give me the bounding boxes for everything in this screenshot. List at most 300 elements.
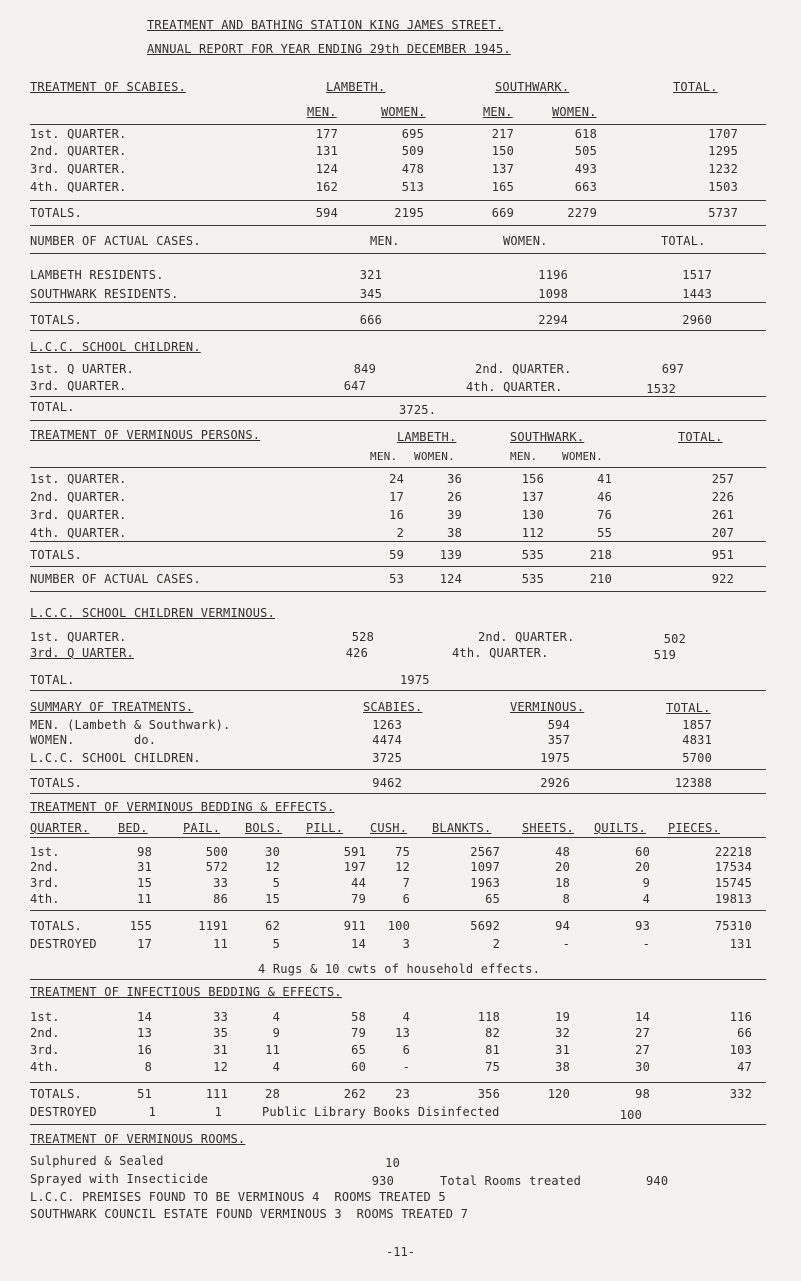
actual-row-cell: 321 bbox=[359, 268, 382, 282]
infectious-row-cell: 13 bbox=[395, 1026, 410, 1040]
infectious-row-cell: 4 bbox=[402, 1010, 410, 1024]
bedding-row-cell: 98 bbox=[137, 845, 152, 859]
infectious-totals-cell: 98 bbox=[635, 1087, 650, 1101]
lcc-q3-value: 647 bbox=[343, 379, 366, 393]
infectious-row-cell: 12 bbox=[213, 1060, 228, 1074]
scabies-row-cell: 1295 bbox=[708, 144, 738, 158]
bedding-row-label: 1st. bbox=[30, 845, 60, 859]
bedding-totals-cell: 1191 bbox=[198, 919, 228, 933]
infectious-row-cell: 118 bbox=[477, 1010, 500, 1024]
bedding-destroyed-label: DESTROYED bbox=[30, 937, 97, 951]
scabies-group-total: TOTAL. bbox=[673, 80, 718, 94]
infectious-row-cell: 4 bbox=[272, 1060, 280, 1074]
rooms-lcc-line: L.C.C. PREMISES FOUND TO BE VERMINOUS 4 ROOMS TREATED 5 bbox=[30, 1190, 446, 1204]
bedding-row-cell: 22218 bbox=[714, 845, 752, 859]
summary-col-total: TOTAL. bbox=[666, 701, 711, 715]
bedding-destroyed-cell: 131 bbox=[729, 937, 752, 951]
infectious-destroyed-label: DESTROYED bbox=[30, 1105, 97, 1119]
verminous-totals-cell: 139 bbox=[439, 548, 462, 562]
infectious-row-cell: 4 bbox=[272, 1010, 280, 1024]
scabies-row-cell: 505 bbox=[574, 144, 597, 158]
verminous-row-cell: 130 bbox=[521, 508, 544, 522]
rooms-sulphured-label: Sulphured & Sealed bbox=[30, 1154, 164, 1168]
lccv-q1-label: 1st. QUARTER. bbox=[30, 630, 127, 644]
infectious-row-cell: 27 bbox=[635, 1043, 650, 1057]
scabies-row-cell: 1232 bbox=[708, 162, 738, 176]
lcc-q1-label: 1st. Q UARTER. bbox=[30, 362, 134, 376]
verminous-row-cell: 36 bbox=[447, 472, 462, 486]
divider bbox=[30, 793, 766, 794]
actual-cases-title: NUMBER OF ACTUAL CASES. bbox=[30, 234, 201, 248]
actual-col-men: MEN. bbox=[370, 234, 400, 248]
bedding-totals-cell: 93 bbox=[635, 919, 650, 933]
scabies-totals-cell: 5737 bbox=[708, 206, 738, 220]
summary-col-scabies: SCABIES. bbox=[363, 700, 423, 714]
scabies-row-cell: 513 bbox=[401, 180, 424, 194]
verminous-row-label: 3rd. QUARTER. bbox=[30, 508, 127, 522]
bedding-destroyed-cell: - bbox=[642, 937, 650, 951]
rooms-total-label: Total Rooms treated bbox=[440, 1174, 582, 1188]
verminous-row-cell: 55 bbox=[597, 526, 612, 540]
summary-row-cell: 3725 bbox=[372, 751, 402, 765]
bedding-row-cell: 30 bbox=[265, 845, 280, 859]
rooms-sprayed-label: Sprayed with Insecticide bbox=[30, 1172, 209, 1186]
lcc-q2-value: 697 bbox=[661, 362, 684, 376]
bedding-row-cell: 6 bbox=[402, 892, 410, 906]
verminous-totals-label: TOTALS. bbox=[30, 548, 82, 562]
divider bbox=[30, 1124, 766, 1125]
verminous-group-total: TOTAL. bbox=[678, 430, 723, 444]
divider bbox=[30, 330, 766, 331]
lccv-q2-label: 2nd. QUARTER. bbox=[478, 630, 575, 644]
bedding-destroyed-cell: 2 bbox=[492, 937, 500, 951]
report-subtitle: ANNUAL REPORT FOR YEAR ENDING 29th DECEMBER 1945. bbox=[147, 42, 511, 56]
scabies-row-cell: 162 bbox=[315, 180, 338, 194]
bedding-note: 4 Rugs & 10 cwts of household effects. bbox=[258, 962, 541, 976]
divider bbox=[30, 253, 766, 254]
bedding-col-header: PAIL. bbox=[183, 821, 221, 835]
scabies-row-cell: 478 bbox=[401, 162, 424, 176]
lcc-school-title: L.C.C. SCHOOL CHILDREN. bbox=[30, 340, 201, 354]
bedding-row-label: 4th. bbox=[30, 892, 60, 906]
bedding-col-header: QUILTS. bbox=[594, 821, 646, 835]
verminous-actual-cell: 210 bbox=[589, 572, 612, 586]
lcc-q4-label: 4th. QUARTER. bbox=[466, 380, 563, 394]
bedding-row-label: 3rd. bbox=[30, 876, 60, 890]
summary-row-cell: 1975 bbox=[540, 751, 570, 765]
infectious-row-cell: 47 bbox=[737, 1060, 752, 1074]
lcc-q1-value: 849 bbox=[353, 362, 376, 376]
bedding-row-cell: 44 bbox=[351, 876, 366, 890]
scabies-totals-cell: 2279 bbox=[567, 206, 597, 220]
infectious-row-cell: 60 bbox=[351, 1060, 366, 1074]
verminous-row-cell: 137 bbox=[521, 490, 544, 504]
infectious-row-cell: 58 bbox=[351, 1010, 366, 1024]
bedding-col-header: CUSH. bbox=[370, 821, 408, 835]
scabies-row-cell: 493 bbox=[574, 162, 597, 176]
infectious-row-cell: 27 bbox=[635, 1026, 650, 1040]
scabies-totals-label: TOTALS. bbox=[30, 206, 82, 220]
scabies-row-label: 4th. QUARTER. bbox=[30, 180, 127, 194]
verminous-row-cell: 207 bbox=[711, 526, 734, 540]
divider bbox=[30, 591, 766, 592]
verminous-totals-cell: 218 bbox=[589, 548, 612, 562]
infectious-row-cell: 19 bbox=[555, 1010, 570, 1024]
bedding-row-cell: 60 bbox=[635, 845, 650, 859]
scabies-row-cell: 217 bbox=[491, 127, 514, 141]
summary-row-cell: 357 bbox=[547, 733, 570, 747]
lcc-q3-label: 3rd. QUARTER. bbox=[30, 379, 127, 393]
verminous-row-label: 2nd. QUARTER. bbox=[30, 490, 127, 504]
bedding-col-header: PILL. bbox=[306, 821, 344, 835]
summary-row-cell: 594 bbox=[547, 718, 570, 732]
verminous-row-cell: 39 bbox=[447, 508, 462, 522]
scabies-row-cell: 150 bbox=[491, 144, 514, 158]
infectious-totals-cell: 111 bbox=[205, 1087, 228, 1101]
bedding-row-cell: 12 bbox=[265, 860, 280, 874]
rooms-southwark-line: SOUTHWARK COUNCIL ESTATE FOUND VERMINOUS 3 ROOMS TREATED 7 bbox=[30, 1207, 469, 1221]
infectious-row-label: 2nd. bbox=[30, 1026, 60, 1040]
divider bbox=[30, 690, 766, 691]
verminous-actual-cell: 922 bbox=[711, 572, 734, 586]
rooms-title: TREATMENT OF VERMINOUS ROOMS. bbox=[30, 1132, 246, 1146]
verminous-row-cell: 17 bbox=[389, 490, 404, 504]
summary-row-cell: 1263 bbox=[372, 718, 402, 732]
bedding-col-header: PIECES. bbox=[668, 821, 720, 835]
summary-row-cell: 4474 bbox=[372, 733, 402, 747]
bedding-row-cell: 1963 bbox=[470, 876, 500, 890]
divider bbox=[30, 1082, 766, 1083]
library-count: 100 bbox=[619, 1108, 642, 1122]
scabies-totals-cell: 2195 bbox=[394, 206, 424, 220]
actual-row-cell: 345 bbox=[359, 287, 382, 301]
scabies-row-cell: 177 bbox=[315, 127, 338, 141]
bedding-row-cell: 8 bbox=[562, 892, 570, 906]
lcc-verminous-title: L.C.C. SCHOOL CHILDREN VERMINOUS. bbox=[30, 606, 276, 620]
infectious-row-label: 4th. bbox=[30, 1060, 60, 1074]
infectious-totals-cell: 262 bbox=[343, 1087, 366, 1101]
lccv-q2-value: 502 bbox=[663, 632, 686, 646]
verminous-col-women-lambeth: WOMEN. bbox=[414, 450, 455, 463]
scabies-group-lambeth: LAMBETH. bbox=[326, 80, 386, 94]
scabies-row-cell: 509 bbox=[401, 144, 424, 158]
infectious-row-cell: 33 bbox=[213, 1010, 228, 1024]
bedding-col-header: SHEETS. bbox=[522, 821, 574, 835]
infectious-row-cell: 11 bbox=[265, 1043, 280, 1057]
actual-row-cell: 1517 bbox=[682, 268, 712, 282]
bedding-title: TREATMENT OF VERMINOUS BEDDING & EFFECTS. bbox=[30, 800, 335, 814]
infectious-row-cell: 14 bbox=[635, 1010, 650, 1024]
actual-row-label: SOUTHWARK RESIDENTS. bbox=[30, 287, 179, 301]
verminous-actual-cell: 535 bbox=[521, 572, 544, 586]
summary-totals-cell: 9462 bbox=[372, 776, 402, 790]
infectious-row-cell: 9 bbox=[272, 1026, 280, 1040]
verminous-row-cell: 16 bbox=[389, 508, 404, 522]
infectious-totals-cell: 23 bbox=[395, 1087, 410, 1101]
bedding-row-cell: 2567 bbox=[470, 845, 500, 859]
bedding-col-header: BLANKTS. bbox=[432, 821, 492, 835]
infectious-row-cell: 13 bbox=[137, 1026, 152, 1040]
bedding-row-cell: 197 bbox=[343, 860, 366, 874]
bedding-destroyed-cell: 14 bbox=[351, 937, 366, 951]
divider bbox=[30, 302, 766, 303]
verminous-row-cell: 112 bbox=[521, 526, 544, 540]
verminous-title: TREATMENT OF VERMINOUS PERSONS. bbox=[30, 428, 261, 442]
infectious-totals-label: TOTALS. bbox=[30, 1087, 82, 1101]
bedding-col-header: BED. bbox=[118, 821, 148, 835]
verminous-row-cell: 76 bbox=[597, 508, 612, 522]
verminous-actual-cell: 124 bbox=[439, 572, 462, 586]
summary-totals-cell: 12388 bbox=[674, 776, 712, 790]
scabies-row-cell: 137 bbox=[491, 162, 514, 176]
scabies-col-women-lambeth: WOMEN. bbox=[381, 105, 426, 119]
bedding-row-cell: 20 bbox=[555, 860, 570, 874]
infectious-row-cell: 31 bbox=[555, 1043, 570, 1057]
bedding-row-cell: 48 bbox=[555, 845, 570, 859]
scabies-row-cell: 165 bbox=[491, 180, 514, 194]
bedding-row-cell: 572 bbox=[205, 860, 228, 874]
actual-row-cell: 1098 bbox=[538, 287, 568, 301]
divider bbox=[30, 396, 766, 397]
infectious-totals-cell: 356 bbox=[477, 1087, 500, 1101]
bedding-totals-cell: 62 bbox=[265, 919, 280, 933]
actual-totals-label: TOTALS. bbox=[30, 313, 82, 327]
verminous-row-cell: 226 bbox=[711, 490, 734, 504]
verminous-col-men-southwark: MEN. bbox=[510, 450, 538, 463]
bedding-totals-cell: 100 bbox=[387, 919, 410, 933]
bedding-totals-label: TOTALS. bbox=[30, 919, 82, 933]
infectious-totals-cell: 28 bbox=[265, 1087, 280, 1101]
divider bbox=[30, 910, 766, 911]
report-title: TREATMENT AND BATHING STATION KING JAMES STREET. bbox=[147, 18, 504, 32]
verminous-row-cell: 261 bbox=[711, 508, 734, 522]
bedding-row-cell: 15 bbox=[137, 876, 152, 890]
scabies-col-men-lambeth: MEN. bbox=[307, 105, 337, 119]
infectious-totals-cell: 120 bbox=[547, 1087, 570, 1101]
verminous-row-cell: 156 bbox=[521, 472, 544, 486]
bedding-destroyed-cell: 5 bbox=[272, 937, 280, 951]
bedding-totals-cell: 5692 bbox=[470, 919, 500, 933]
lccv-q3-label: 3rd. Q UARTER. bbox=[30, 646, 134, 660]
bedding-row-cell: 75 bbox=[395, 845, 410, 859]
infectious-row-cell: 35 bbox=[213, 1026, 228, 1040]
summary-row-cell: 4831 bbox=[682, 733, 712, 747]
actual-col-women: WOMEN. bbox=[503, 234, 548, 248]
verminous-actual-label: NUMBER OF ACTUAL CASES. bbox=[30, 572, 201, 586]
scabies-row-cell: 131 bbox=[315, 144, 338, 158]
bedding-totals-cell: 155 bbox=[129, 919, 152, 933]
scabies-row-label: 3rd. QUARTER. bbox=[30, 162, 127, 176]
infectious-row-cell: 16 bbox=[137, 1043, 152, 1057]
bedding-row-cell: 65 bbox=[485, 892, 500, 906]
scabies-row-label: 2nd. QUARTER. bbox=[30, 144, 127, 158]
library-note: Public Library Books Disinfected bbox=[262, 1105, 500, 1119]
lcc-total-value: 3725. bbox=[399, 403, 437, 417]
verminous-totals-cell: 535 bbox=[521, 548, 544, 562]
infectious-totals-cell: 332 bbox=[729, 1087, 752, 1101]
verminous-row-cell: 2 bbox=[396, 526, 404, 540]
verminous-row-cell: 24 bbox=[389, 472, 404, 486]
bedding-row-cell: 19813 bbox=[714, 892, 752, 906]
bedding-row-cell: 11 bbox=[137, 892, 152, 906]
infectious-row-label: 3rd. bbox=[30, 1043, 60, 1057]
scabies-row-cell: 1707 bbox=[708, 127, 738, 141]
summary-totals-label: TOTALS. bbox=[30, 776, 82, 790]
infectious-row-cell: 65 bbox=[351, 1043, 366, 1057]
divider bbox=[30, 225, 766, 226]
infectious-row-cell: 75 bbox=[485, 1060, 500, 1074]
verminous-row-cell: 257 bbox=[711, 472, 734, 486]
scabies-row-cell: 663 bbox=[574, 180, 597, 194]
summary-row-label: WOMEN. do. bbox=[30, 733, 157, 747]
verminous-row-cell: 46 bbox=[597, 490, 612, 504]
scabies-col-men-southwark: MEN. bbox=[483, 105, 513, 119]
infectious-row-cell: 6 bbox=[402, 1043, 410, 1057]
bedding-row-cell: 86 bbox=[213, 892, 228, 906]
infectious-title: TREATMENT OF INFECTIOUS BEDDING & EFFECTS. bbox=[30, 985, 342, 999]
bedding-totals-cell: 75310 bbox=[714, 919, 752, 933]
summary-col-verminous: VERMINOUS. bbox=[510, 700, 585, 714]
verminous-group-southwark: SOUTHWARK. bbox=[510, 430, 585, 444]
bedding-col-header: BOLS. bbox=[245, 821, 283, 835]
bedding-row-cell: 1097 bbox=[470, 860, 500, 874]
verminous-totals-cell: 951 bbox=[711, 548, 734, 562]
actual-totals-cell: 2960 bbox=[682, 313, 712, 327]
infectious-row-cell: 103 bbox=[729, 1043, 752, 1057]
infectious-row-cell: 79 bbox=[351, 1026, 366, 1040]
divider bbox=[30, 566, 766, 567]
bedding-row-cell: 9 bbox=[642, 876, 650, 890]
bedding-destroyed-cell: 3 bbox=[402, 937, 410, 951]
infectious-row-cell: 82 bbox=[485, 1026, 500, 1040]
bedding-row-cell: 4 bbox=[642, 892, 650, 906]
infectious-row-cell: 116 bbox=[729, 1010, 752, 1024]
infectious-row-cell: 38 bbox=[555, 1060, 570, 1074]
scabies-row-label: 1st. QUARTER. bbox=[30, 127, 127, 141]
verminous-totals-cell: 59 bbox=[389, 548, 404, 562]
scabies-col-women-southwark: WOMEN. bbox=[552, 105, 597, 119]
lccv-q1-value: 528 bbox=[351, 630, 374, 644]
summary-row-cell: 1857 bbox=[682, 718, 712, 732]
verminous-row-cell: 26 bbox=[447, 490, 462, 504]
summary-row-label: MEN. (Lambeth & Southwark). bbox=[30, 718, 231, 732]
bedding-row-cell: 17534 bbox=[714, 860, 752, 874]
actual-row-cell: 1443 bbox=[682, 287, 712, 301]
summary-row-label: L.C.C. SCHOOL CHILDREN. bbox=[30, 751, 201, 765]
rooms-sprayed-value: 930 bbox=[371, 1174, 394, 1188]
summary-title: SUMMARY OF TREATMENTS. bbox=[30, 700, 194, 714]
scabies-row-cell: 124 bbox=[315, 162, 338, 176]
infectious-row-cell: 66 bbox=[737, 1026, 752, 1040]
actual-row-cell: 1196 bbox=[538, 268, 568, 282]
infectious-row-cell: - bbox=[402, 1060, 410, 1074]
scabies-group-southwark: SOUTHWARK. bbox=[495, 80, 570, 94]
verminous-row-cell: 38 bbox=[447, 526, 462, 540]
verminous-actual-cell: 53 bbox=[389, 572, 404, 586]
bedding-row-cell: 15745 bbox=[714, 876, 752, 890]
infectious-row-cell: 8 bbox=[144, 1060, 152, 1074]
bedding-row-cell: 31 bbox=[137, 860, 152, 874]
scabies-totals-cell: 594 bbox=[315, 206, 338, 220]
divider bbox=[30, 124, 766, 125]
divider bbox=[30, 467, 766, 468]
actual-totals-cell: 666 bbox=[359, 313, 382, 327]
verminous-row-label: 4th. QUARTER. bbox=[30, 526, 127, 540]
bedding-destroyed-cell: - bbox=[562, 937, 570, 951]
verminous-col-men-lambeth: MEN. bbox=[370, 450, 398, 463]
bedding-row-cell: 15 bbox=[265, 892, 280, 906]
bedding-totals-cell: 911 bbox=[343, 919, 366, 933]
bedding-totals-cell: 94 bbox=[555, 919, 570, 933]
verminous-row-cell: 41 bbox=[597, 472, 612, 486]
scabies-title: TREATMENT OF SCABIES. bbox=[30, 80, 186, 94]
scabies-row-cell: 695 bbox=[401, 127, 424, 141]
rooms-total-value: 940 bbox=[646, 1174, 669, 1188]
lccv-total-value: 1975 bbox=[400, 673, 430, 687]
summary-row-cell: 5700 bbox=[682, 751, 712, 765]
bedding-destroyed-cell: 11 bbox=[213, 937, 228, 951]
divider bbox=[30, 979, 766, 980]
bedding-row-cell: 20 bbox=[635, 860, 650, 874]
page-number: -11- bbox=[386, 1245, 415, 1259]
divider bbox=[30, 769, 766, 770]
lccv-q4-label: 4th. QUARTER. bbox=[452, 646, 549, 660]
bedding-row-cell: 79 bbox=[351, 892, 366, 906]
infectious-destroyed-bed: 1 bbox=[148, 1105, 156, 1119]
infectious-row-cell: 32 bbox=[555, 1026, 570, 1040]
bedding-row-label: 2nd. bbox=[30, 860, 60, 874]
infectious-destroyed-pail: 1 bbox=[214, 1105, 222, 1119]
divider bbox=[30, 420, 766, 421]
divider bbox=[30, 541, 766, 542]
lcc-total-label: TOTAL. bbox=[30, 400, 75, 414]
bedding-col-header: QUARTER. bbox=[30, 821, 90, 835]
summary-totals-cell: 2926 bbox=[540, 776, 570, 790]
actual-totals-cell: 2294 bbox=[538, 313, 568, 327]
lccv-total-label: TOTAL. bbox=[30, 673, 75, 687]
infectious-row-cell: 14 bbox=[137, 1010, 152, 1024]
lccv-q3-value: 426 bbox=[345, 646, 368, 660]
divider bbox=[30, 837, 766, 838]
scabies-row-cell: 618 bbox=[574, 127, 597, 141]
actual-row-label: LAMBETH RESIDENTS. bbox=[30, 268, 164, 282]
divider bbox=[30, 200, 766, 201]
verminous-group-lambeth: LAMBETH. bbox=[397, 430, 457, 444]
infectious-row-label: 1st. bbox=[30, 1010, 60, 1024]
bedding-row-cell: 7 bbox=[402, 876, 410, 890]
infectious-row-cell: 31 bbox=[213, 1043, 228, 1057]
rooms-sulphured-value: 10 bbox=[385, 1156, 400, 1170]
bedding-row-cell: 18 bbox=[555, 876, 570, 890]
lccv-q4-value: 519 bbox=[653, 648, 676, 662]
actual-col-total: TOTAL. bbox=[661, 234, 706, 248]
bedding-destroyed-cell: 17 bbox=[137, 937, 152, 951]
bedding-row-cell: 33 bbox=[213, 876, 228, 890]
scabies-row-cell: 1503 bbox=[708, 180, 738, 194]
bedding-row-cell: 591 bbox=[343, 845, 366, 859]
infectious-row-cell: 81 bbox=[485, 1043, 500, 1057]
verminous-col-women-southwark: WOMEN. bbox=[562, 450, 603, 463]
verminous-row-label: 1st. QUARTER. bbox=[30, 472, 127, 486]
lcc-q2-label: 2nd. QUARTER. bbox=[475, 362, 572, 376]
bedding-row-cell: 500 bbox=[205, 845, 228, 859]
infectious-row-cell: 30 bbox=[635, 1060, 650, 1074]
bedding-row-cell: 12 bbox=[395, 860, 410, 874]
lcc-q4-value: 1532 bbox=[646, 382, 676, 396]
scabies-totals-cell: 669 bbox=[491, 206, 514, 220]
infectious-totals-cell: 51 bbox=[137, 1087, 152, 1101]
bedding-row-cell: 5 bbox=[272, 876, 280, 890]
